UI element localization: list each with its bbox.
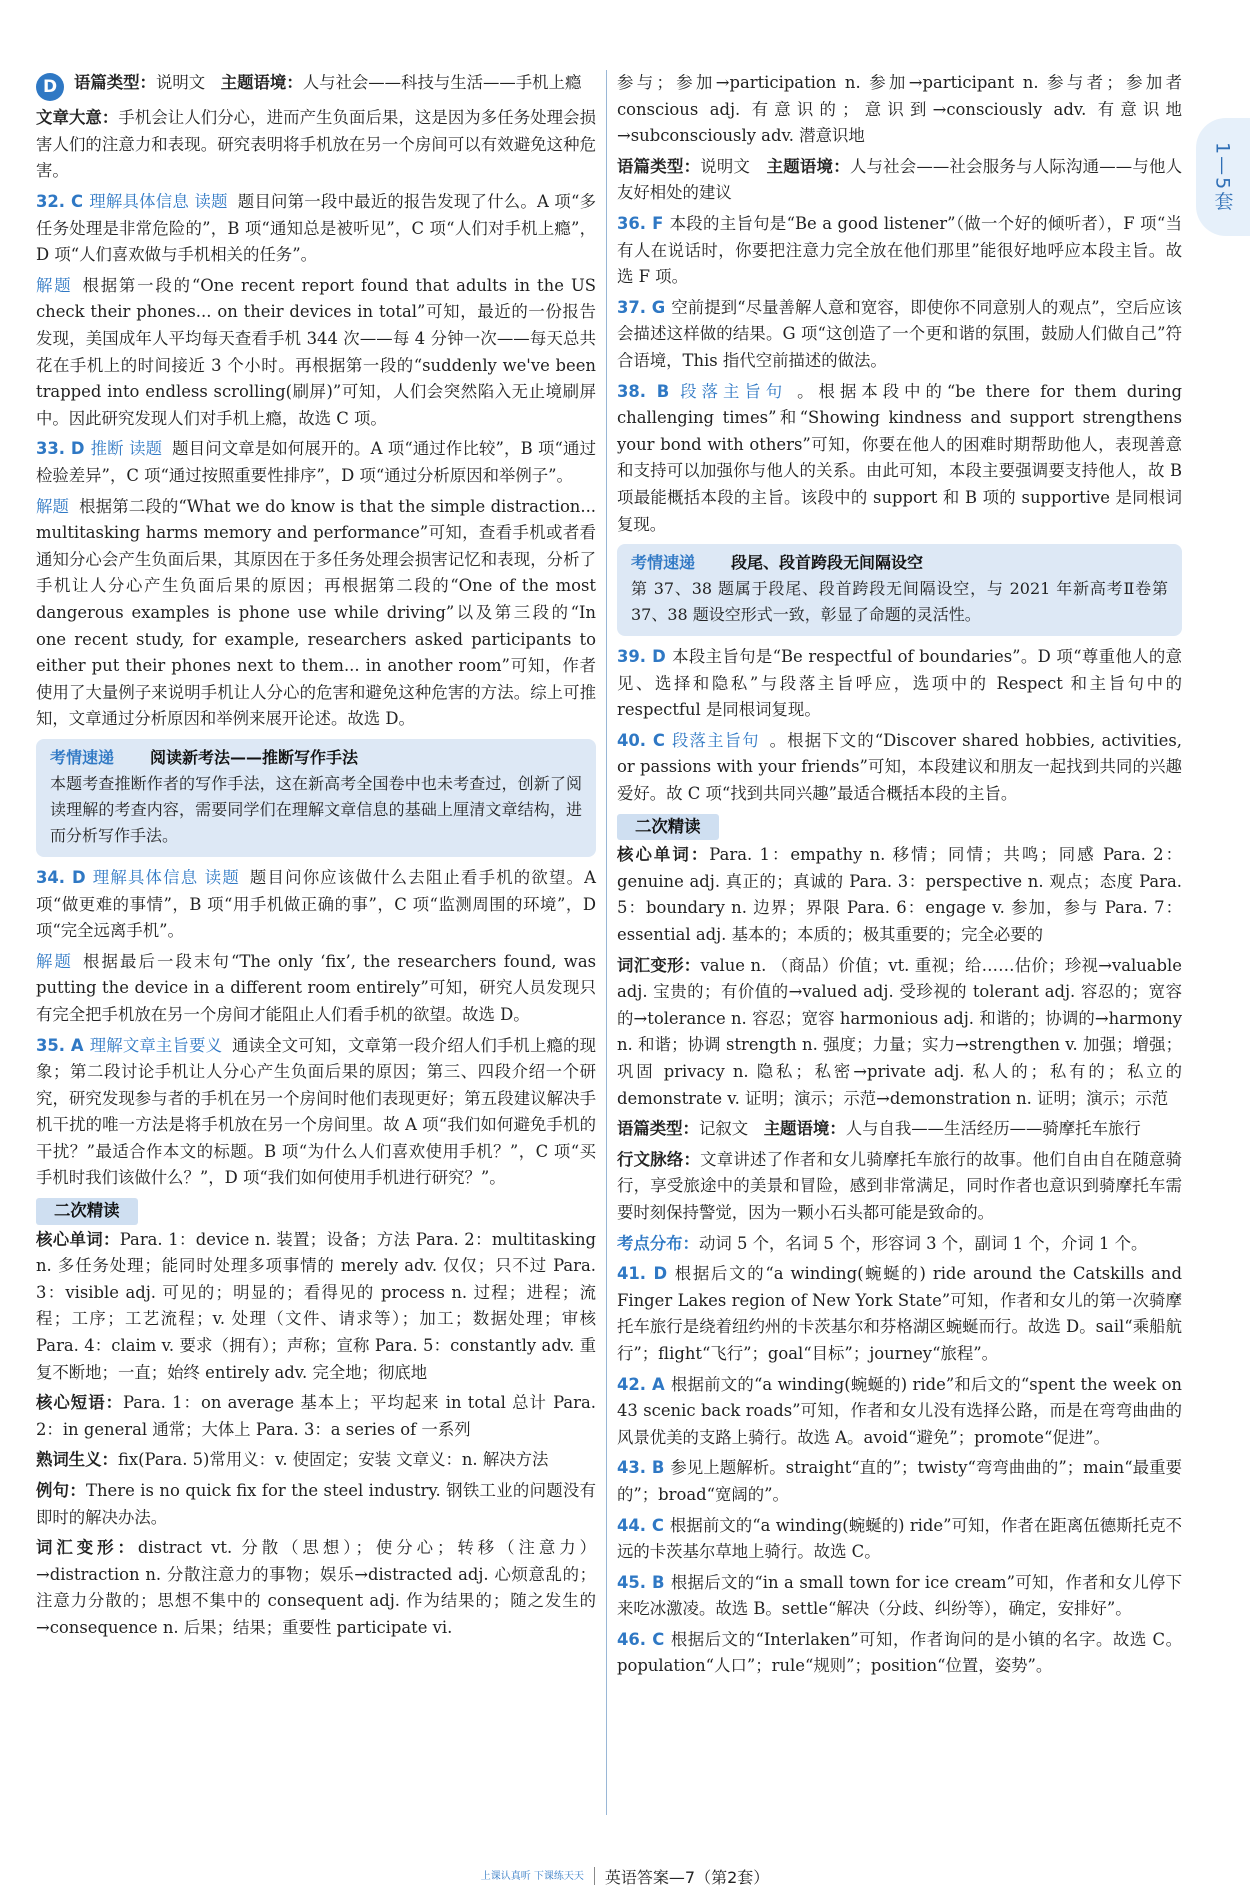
q33 [36, 436, 596, 489]
q39 [617, 644, 1182, 724]
label: 语篇类型： [74, 73, 156, 92]
explain-text: 根据第二段的“What we do know is that the simple distraction... multitasking harms memory and performance”可知，查看手机或者看通知分心会产生负面后果，其原因在于多任务处理会损害记忆和表现，分析了手机让人分心产生负面后果的原因；再根据第二段的“One of the most dangerous examples is phone use while driving”以及第三段的“In one recent study, for example, researchers asked participants to either put their phones next to them... in another room”可知，作者使用了大量例子来说明手机让人分心的危害和避免这种危害的方法。综上可推知，文章通过分析原因和举例来展开论述。故选 D。 [36, 496, 596, 729]
q-number: 43. B [617, 1458, 665, 1478]
q-text: 本段的主旨句是“Be a good listener”（做一个好的倾听者），F 项“当有人在说话时，你要把注意力完全放在他们那里”能很好地呼应本段主旨。故选 F 项。 [617, 213, 1182, 287]
passage-badge: D [36, 73, 64, 101]
q-number: 42. A [617, 1374, 665, 1394]
section-tag: 二次精读 [617, 814, 719, 841]
q-number: 44. C [617, 1515, 664, 1535]
label: 语篇类型： [617, 1119, 699, 1139]
q-tag: 理解文章主旨要义 [89, 1035, 223, 1055]
page-footer [0, 1862, 1250, 1890]
q-text: 根据前文的“a winding(蜿蜒的) ride”可知，作者在距离伍德斯托克不远的卡茨基尔草地上骑行。故选 C。 [617, 1515, 1182, 1562]
footer-page-label: 英语答案—7（第2套） [604, 1867, 770, 1887]
q-number: 41. D [617, 1264, 668, 1284]
label: 考点分布： [617, 1233, 699, 1253]
q-tag: 推断 读题 [90, 439, 163, 459]
explain-text: 根据第一段的“One recent report found that adults in the US check their phones... on their devices in total”可知，最近的一份报告发现，美国成年人平均每天查看手机 344 次——每 4 分钟一次——每天总共花在手机上的时间接近 3 个小时。再根据第一段的“suddenly we've been trapped into endless scrolling(刷屏)”可知，人们会突然陷入无止境刷屏中。因此研究发现人们对手机上瘾，故选 C 项。 [36, 275, 596, 428]
point-distribution [617, 1231, 1182, 1258]
q44 [617, 1513, 1182, 1566]
label: 文章大意： [36, 108, 119, 128]
q-number: 35. A [36, 1035, 84, 1055]
q-number: 34. D [36, 867, 86, 887]
label: 主题语境： [220, 73, 303, 92]
value: Para. 1：empathy n. 移情；同情；共鸣；同感 Para. 2：genuine adj. 真正的；真诚的 Para. 3：perspective n. 观点；态度 Para. 5：boundary n. 边界；界限 Para. 6：engage v. 参加，参与 Para. 7：essential adj. 基本的；本质的；极其重要的；完全必要的 [617, 845, 1183, 945]
q34 [36, 865, 596, 945]
q-text: 题目问第一段中最近的报告发现了什么。A 项“多任务处理是非常危险的”，B 项“通知总是被听见”，C 项“人们对手机上瘾”，D 项“人们喜欢做与手机相关的任务”。 [36, 192, 596, 265]
q-number: 46. C [617, 1629, 665, 1649]
q-number: 32. C [36, 192, 84, 212]
q-text: 。根据本段中的“be there for them during challenging times”和“Showing kindness and support strengthens your bond with others”可知，你要在他人的困难时期帮助他人，表现善意和支持可以加强你与他人的关系。由此可知，本段主要强调要支持他人，故 B 项最能概括本段的主旨。该段中的 support 和 B 项的 supportive 是同根词复现。 [617, 381, 1182, 534]
label: 行文脉络： [617, 1149, 701, 1169]
q46 [617, 1627, 1182, 1680]
q36 [617, 211, 1182, 291]
q-tag: 理解具体信息 读题 [89, 192, 228, 212]
label: 主题语境： [766, 156, 850, 176]
q-text: 。根据下文的“Discover shared hobbies, activities, or passions with your friends”可知，本段建议和朋友一起找到共同的兴趣爱好。故 C 项“找到共同兴趣”最适合概括本段的主旨。 [617, 730, 1182, 804]
value: 人与社会——社会服务与人际沟通——与他人友好相处的建议 [617, 156, 1183, 203]
q-number: 40. C [617, 730, 665, 750]
value: 记叙文 [698, 1119, 749, 1139]
value: 动词 5 个，名词 5 个，形容词 3 个，副词 1 个，介词 1 个。 [698, 1233, 1148, 1253]
q40 [617, 728, 1182, 808]
value: Para. 1：device n. 装置；设备；方法 Para. 2：multitasking n. 多任务处理；能同时处理多项事情的 merely adv. 仅仅；只不过 Para. 3：visible adj. 可见的；明显的；看得见的 process n. 过程；进程；流程；工序；工艺流程；v. 处理（文件、请求等）；加工；数据处理；审核 Para. 4：claim v. 要求（拥有）；声称；宣称 Para. 5：constantly adv. 重复不断地；一直；始终 entirely adv. 完全地；彻底地 [36, 1229, 597, 1382]
q37 [617, 295, 1182, 375]
q-text: 题目问你应该做什么去阻止看手机的欲望。A 项“做更难的事情”，B 项“用手机做正确的事”，C 项“监测周围的环境”，D 项“完全远离手机”。 [36, 867, 596, 941]
q45 [617, 1570, 1182, 1623]
value: 文章讲述了作者和女儿骑摩托车旅行的故事。他们自由自在随意骑行，享受旅途中的美景和冒险，感到非常满足，同时作者也意识到骑摩托车需要时刻保持警觉，因为一颗小石头都可能是致命的。 [617, 1149, 1183, 1222]
label: 词汇变形： [36, 1538, 138, 1558]
footer-logo: 上课认真听 下课练天天 [480, 1870, 584, 1882]
label: 核心单词： [36, 1229, 120, 1249]
value: 说明文 [700, 156, 751, 176]
q-text: 根据后文的“a winding(蜿蜒的) ride around the Catskills and Finger Lakes region of New York State”可知，作者和女儿的第一次骑摩托车旅行是绕着纽约州的卡茨基尔和芬格湖区蜿蜒而行。故选 D。sail“乘船航行”；flight“飞行”；goal“目标”；journey“旅程”。 [617, 1264, 1182, 1363]
value: 人与自我——生活经历——骑摩托车旅行 [845, 1119, 1141, 1139]
q-tag: 段落主旨句 [675, 381, 788, 401]
q41 [617, 1261, 1182, 1367]
second-reading-header [617, 814, 1182, 841]
explain-label: 解题 [36, 496, 70, 516]
q43 [617, 1455, 1182, 1508]
example-sentence [36, 1478, 596, 1531]
tip-label: 考情速递 [50, 747, 115, 767]
tip-text: 第 37、38 题属于段尾、段首跨段无间隔设空，与 2021 年新高考Ⅱ卷第 37、38 题设空形式一致，彰显了命题的灵活性。 [631, 579, 1168, 625]
summary [36, 105, 596, 185]
q-text: 本段主旨句是“Be respectful of boundaries”。D 项“尊重他人的意见、选择和隐私”与段落主旨呼应，选项中的 Respect 和主旨句中的 respectful 是同根词复现。 [617, 647, 1182, 720]
tip-label: 考情速递 [631, 553, 696, 573]
q32 [36, 189, 596, 269]
explain-label: 解题 [36, 275, 73, 295]
value: 说明文 [155, 73, 206, 92]
label: 熟词生义： [36, 1450, 118, 1470]
tip-text: 本题考查推断作者的写作手法，这在新高考全国卷中也未考查过，创新了阅读理解的考查内容，需要同学们在理解文章信息的基础上厘清文章结构，进而分析写作手法。 [50, 773, 582, 845]
explain-label: 解题 [36, 951, 74, 971]
core-phrases [36, 1390, 596, 1443]
q-text: 空前提到“尽量善解人意和宽容，即使你不同意别人的观点”，空后应该会描述这样做的结果。G 项“这创造了一个更和谐的氛围，鼓励人们做自己”符合语境，This 指代空前描述的做法。 [617, 297, 1182, 370]
tip-title: 阅读新考法——推断写作手法 [150, 747, 359, 767]
familiar-word-new-meaning [36, 1447, 596, 1474]
word-forms [36, 1535, 596, 1641]
q-number: 38. B [617, 381, 670, 401]
q38 [617, 379, 1182, 539]
q-tag: 理解具体信息 读题 [91, 867, 240, 887]
column-divider [606, 70, 607, 1815]
q-text: 通读全文可知，文章第一段介绍人们手机上瘾的现象；第二段讨论手机让人分心产生负面后果的原因；第三、四段介绍一个研究，研究发现参与者的手机在另一个房间时他们表现更好；第五段建议解决手机干扰的唯一方法是将手机放在另一个房间里。故 A 项“我们如何避免手机的干扰？”最适合作本文的标题。B 项“为什么人们喜欢使用手机？”，C 项“买手机时我们该做什么？”，D 项“我们如何使用手机进行研究？”。 [36, 1035, 596, 1188]
exam-tip-box [617, 544, 1182, 636]
label: 主题语境： [763, 1119, 846, 1139]
passage-d-intro [36, 70, 596, 101]
value: 人与社会——科技与生活——手机上瘾 [302, 73, 582, 92]
q33-explain [36, 494, 596, 733]
passage-intro-cloze [617, 1116, 1182, 1143]
value: 手机会让人们分心，进而产生负面后果，这是因为多任务处理会损害人们的注意力和表现。研究表明将手机放在另一个房间可以有效避免这种危害。 [36, 108, 597, 181]
text-context [617, 1147, 1182, 1227]
q-text: 题目问文章是如何展开的。A 项“通过作比较”，B 项“通过检验差异”，C 项“通过按照重要性排序”，D 项“通过分析原因和举例子”。 [36, 439, 596, 486]
label: 核心单词： [617, 845, 710, 865]
q-text: 根据后文的“Interlaken”可知，作者询问的是小镇的名字。故选 C。population“人口”；rule“规则”；position“位置，姿势”。 [617, 1629, 1182, 1676]
q-number: 33. D [36, 439, 85, 459]
q-number: 45. B [617, 1572, 665, 1592]
value: There is no quick fix for the steel industry. 钢铁工业的问题没有即时的解决办法。 [36, 1481, 596, 1527]
value: Para. 1：on average 基本上；平均起来 in total 总计 Para. 2：in general 通常；大体上 Para. 3：a series of 一系列 [36, 1393, 596, 1439]
passage-intro-7 [617, 154, 1182, 207]
q-number: 37. G [617, 297, 666, 317]
label: 例句： [36, 1481, 87, 1501]
footer-separator [594, 1867, 595, 1885]
second-reading-header [36, 1198, 596, 1225]
core-vocab [36, 1227, 596, 1387]
value: distract vt. 分散（思想）；使分心；转移（注意力）→distraction n. 分散注意力的事物；娱乐→distracted adj. 心烦意乱的；注意力分散的；思想不集中的 consequent adj. 作为结果的；随之发生的→consequence n. 后果；结果；重要性 participate vi. [36, 1538, 596, 1637]
value: fix(Para. 5)常用义：v. 使固定；安装 文章义：n. 解决方法 [117, 1450, 549, 1470]
exam-tip-box [36, 739, 596, 857]
label: 词汇变形： [617, 955, 701, 975]
q42 [617, 1372, 1182, 1452]
q-number: 39. D [617, 647, 666, 667]
label: 语篇类型： [617, 156, 701, 176]
q32-explain [36, 273, 596, 433]
q34-explain [36, 949, 596, 1029]
q-text: 参见上题解析。straight“直的”；twisty“弯弯曲曲的”；main“最重要的”；broad“宽阔的”。 [617, 1458, 1182, 1504]
tip-title: 段尾、段首跨段无间隔设空 [731, 553, 924, 573]
q35 [36, 1033, 596, 1193]
core-vocab [617, 842, 1182, 948]
q-text: 根据后文的“in a small town for ice cream”可知，作者和女儿停下来吃冰激凌。故选 B。settle“解决（分歧、纠纷等），确定，安排好”。 [617, 1572, 1182, 1619]
q-tag: 段落主旨句 [670, 730, 760, 750]
value: value n. （商品）价值；vt. 重视；给……估价；珍视→valuable adj. 宝贵的；有价值的→valued adj. 受珍视的 tolerant adj. 容忍的；宽容的→tolerance n. 容忍；宽容 harmonious adj. 和谐的；协调的→harmony n. 和谐；协调 strength n. 强度；力量；实力→strengthen v. 加强；增强；巩固 privacy n. 隐私；私密→private adj. 私人的；私有的；私立的 demonstrate v. 证明；演示；示范→demonstration n. 证明；演示；示范 [617, 955, 1182, 1108]
q-text: 根据前文的“a winding(蜿蜒的) ride”和后文的“spent the week on 43 scenic back roads”可知，作者和女儿没有选择公路，而是在弯弯曲曲的风景优美的支路上骑行。故选 A。avoid“避免”；promote“促进”。 [617, 1374, 1182, 1447]
explain-text: 根据最后一段末句“The only ‘fix’, the researchers found, was putting the device in a different room entirely”可知，研究人员发现只有完全把手机放在另一个房间才能阻止人们看手机的欲望。故选 D。 [36, 951, 597, 1024]
q-number: 36. F [617, 213, 664, 233]
section-tag: 二次精读 [36, 1198, 138, 1225]
left-column [36, 70, 596, 1646]
word-forms [617, 953, 1182, 1113]
side-tab-set-range: 1—5套 [1196, 118, 1250, 236]
right-column [617, 70, 1182, 1684]
label: 核心短语： [36, 1393, 124, 1413]
word-forms-cont: 参与；参加→participation n. 参加→participant n. 参与者；参加者 conscious adj. 有意识的；意识到→consciously adv. 有意识地→subconsciously adv. 潜意识地 [617, 73, 1182, 146]
